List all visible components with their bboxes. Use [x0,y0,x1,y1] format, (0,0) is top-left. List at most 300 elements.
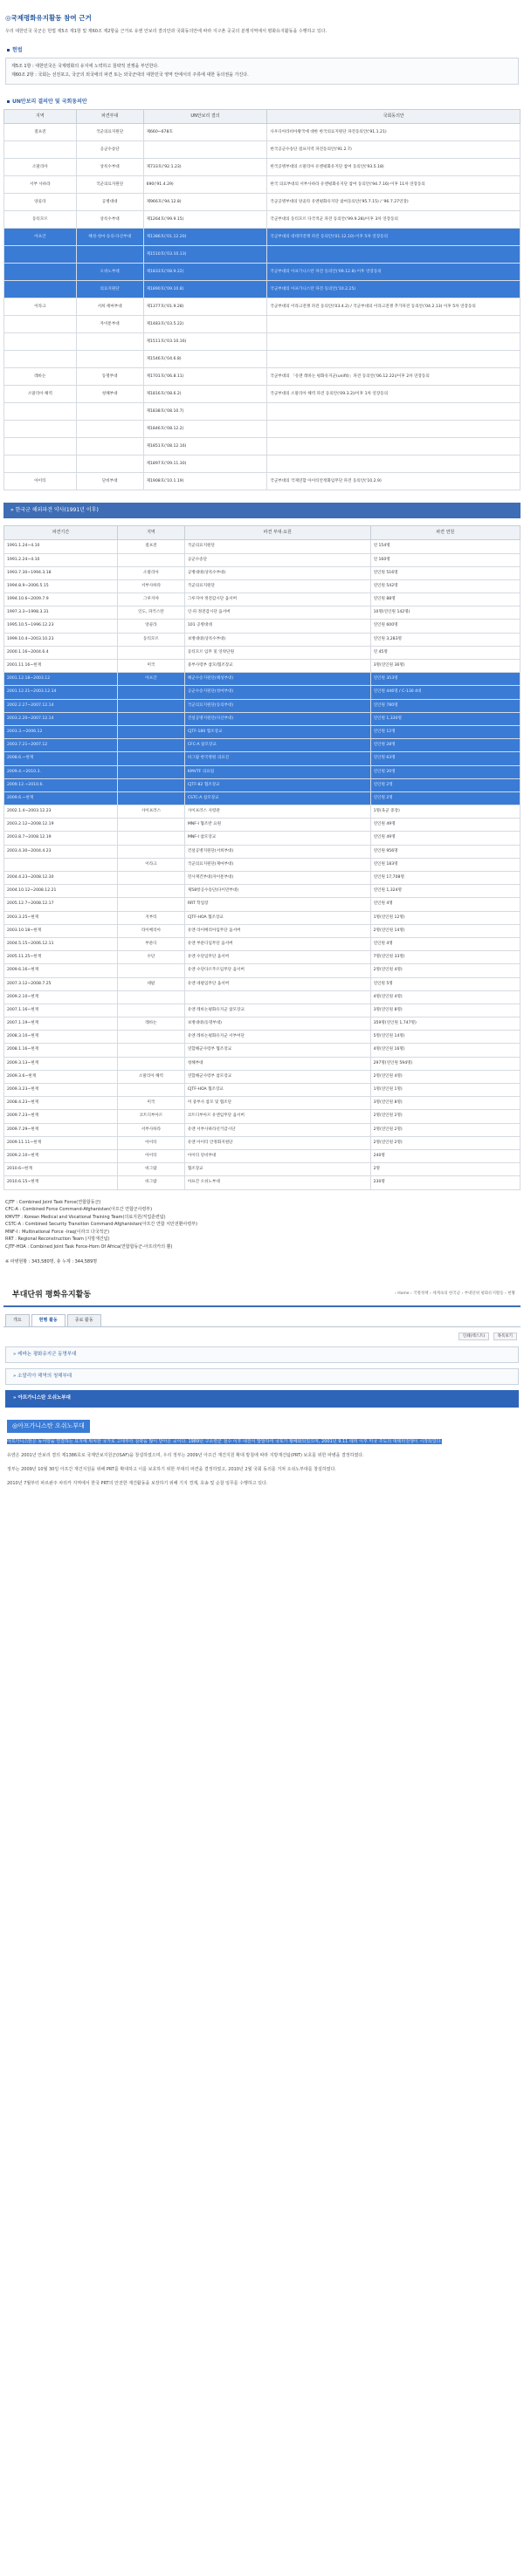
cell-period: 2007.1.16~현재 [4,1004,118,1017]
cell-unit: 청해부대 [184,1057,370,1070]
cell-region: 그루지야 [118,593,185,606]
cell-count: 2명(연인원 2명) [370,1136,520,1149]
col-header: UN안보리 결의 [143,110,267,124]
cell-period: 2007.1.19~현재 [4,1017,118,1031]
cell-unit: 중부사령부 참모/협조장교 [184,660,370,673]
cell-count: 5명(연인원 14명) [370,1031,520,1044]
cell-unit [76,456,143,473]
cell-national-assembly: 국군부대의 소말리아 해역 파견 동의안('09.3.2)/이후 1차 연장동의 [267,386,521,403]
cell-count: 1명(연인원 1명) [370,1084,520,1097]
cell-unit: 협조장교 [184,1163,370,1176]
table-row [4,1031,521,1044]
page [3,0,521,1487]
cell-unit: CJTF-82 협조장교 [184,778,370,791]
cell-region: 레바논 [4,368,77,386]
cell-region [118,725,185,738]
cell-unit [76,421,143,438]
cell-unit: 제58항공수송단(다이만부대) [184,885,370,898]
cell-region [118,832,185,845]
table-row [4,229,521,246]
cell-count: 10명(연인원 142명) [370,606,520,620]
cell-period: 2001.11.16~현재 [4,660,118,673]
cell-period: 2009.3.6~현재 [4,1070,118,1083]
cell-unit: 바그람 한국병원 의료진 [184,752,370,765]
cell-count: 연인원 446명 / C-130 4대 [370,686,520,699]
cell-period: 2009.6.16~현재 [4,964,118,977]
cell-period: 2010.6.15~현재 [4,1176,118,1189]
cell-unit: 상록수부대 [76,211,143,229]
table-row [4,176,521,194]
cell-region [118,646,185,659]
cell-unit: 국군의료지원단 [76,124,143,141]
cell-count: 4명(연인원 16명) [370,1044,520,1057]
cell-region [4,351,77,368]
cell-national-assembly: 국군부대의 동티모르 다국적군 파견 동의안('99.9.28)/이후 3차 연장동의 [267,211,521,229]
cell-count: 2명(연인원 2명) [370,1123,520,1136]
toolbar [3,1327,521,1346]
cell-period: 1991.2.24~4.10 [4,553,118,566]
cell-count: 연인원 600명 [370,620,520,633]
table-row [4,281,521,298]
cell-period: 2000.1.16~2004.6.4 [4,646,118,659]
cell-unit: 국군의료지원단 [184,579,370,593]
cell-unit [76,403,143,421]
accordion-lebanon[interactable]: » 레바논 평화유지군 동명부대 [5,1346,519,1363]
cell-region: 미국 [118,660,185,673]
accordion-afghanistan[interactable]: » 아프가니스탄 오쉬노부대 [5,1390,519,1407]
cell-unit: 연합해군사령부 협조장교 [184,1044,370,1057]
cell-unit: 의료지원단 [76,281,143,298]
cell-region [4,246,77,264]
page-title: ◎국제평화유지활동 참여 근거 [5,14,92,22]
cell-unit: 공군수송지원단(청마부대) [184,686,370,699]
cell-unit: 상록수부대 [76,159,143,176]
list-button[interactable]: 목록보기 [493,1333,517,1340]
cell-region [118,712,185,725]
cell-unit: CJTF-HOA 협조장교 [184,1084,370,1097]
cell-unit: 서희·제마부대 [76,298,143,316]
table-row [4,333,521,351]
cell-count: 7명(연인원 33명) [370,951,520,964]
cell-count: 연인원 88명 [370,593,520,606]
cell-region [4,403,77,421]
note: CFC-A : Combined Force Command-Afghanistan(아프간 연합군사령부) [5,1207,153,1212]
article-paragraph: 아프가니스탄은 동서양을 연결하는 요지에 위치한 국가로 고대부터 침략을 많이 받아온 곳이다. 1989년 구소련군 철수 이후 내전이 발발하여 국토가 황폐화되었으며, 2001년 9.11 테러 이후 미국 주도의 대테러전쟁이 시작되었다. [7,1439,443,1445]
table-row [4,579,521,593]
table-row [4,368,521,386]
cell-region: 지부티 [118,911,185,924]
cell-count: 연인원 3,283명 [370,633,520,646]
table-row [4,951,521,964]
breadcrumb[interactable]: › Home › 국방정책 › 세계속의 한국군 › 부대단위 평화유지활동 › 현황 [394,1291,515,1296]
cell-unit: 유엔 레바논평화유지군 참모장교 [184,1004,370,1017]
history-heading: » 한국군 해외파견 약사(1991년 이후) [3,503,521,518]
cell-unit: 청해부대 [76,386,143,403]
cell-region: 라이베리아 [118,924,185,937]
cell-period: 2004.5.15~2006.12.11 [4,937,118,950]
cell-period: 1994.8.9~2006.5.15 [4,579,118,593]
cell-period: 2009.7.29~현재 [4,1123,118,1136]
cell-region: 걸프전 [118,540,185,553]
cell-region [118,1057,185,1070]
table-row [4,673,521,686]
cell-unit: 국군의료지원단 [184,540,370,553]
cell-period: 2002.2.27~2007.12.14 [4,699,118,712]
cell-unit: 국군의료지원단(동의부대) [184,699,370,712]
cell-region [118,898,185,911]
cell-region: 소말리아 해역 [4,386,77,403]
cell-region [118,819,185,832]
constitution-box [5,58,519,85]
cell-unit: 유엔 수단다르푸르임무단 옵서버 [184,964,370,977]
cell-region [4,421,77,438]
table-row [4,141,521,159]
tab-finished[interactable]: 종료 활동 [67,1314,101,1326]
cell-unit: 연합해군사령부 참모장교 [184,1070,370,1083]
cell-national-assembly: 국군부대의 아프가니스탄 파견 동의안('09.12.8)·이후 연장동의 [267,264,521,281]
cell-count: 연인원 28명 [370,739,520,752]
cell-count: 연인원 780명 [370,699,520,712]
cell-region: 소말리아 [4,159,77,176]
article-heading: ◎아프가니스탄 오쉬노부대 [7,1420,90,1433]
cell-unit: 그루지야 정전감시단 옵서버 [184,593,370,606]
cell-count: 3명(연인원 36명) [370,660,520,673]
cell-region [118,791,185,805]
cell-period: 2003.3.25~현재 [4,911,118,924]
table-row [4,1123,521,1136]
cell-unit: 보병대대(상록수부대) [184,633,370,646]
cell-period: 2007.3.12~2008.7.25 [4,977,118,990]
cell-period: 2001.12.21~2003.12.14 [4,686,118,699]
cell-period [4,858,118,871]
cell-un-resolution: 제1483호('03.5.22) [143,316,267,333]
table-row [4,1136,521,1149]
bullet-icon [7,100,10,103]
cell-count: 230명 [370,1176,520,1189]
cell-period: 2001.12.18~2003.12 [4,673,118,686]
cell-period: 2009.3.13~현재 [4,1057,118,1070]
col-header: 파견부대 [76,110,143,124]
cell-count: 2명(연인원 14명) [370,924,520,937]
cell-unit: 유엔 수단임무단 옵서버 [184,951,370,964]
cell-period: 2003.8.7~2008.12.19 [4,832,118,845]
cell-un-resolution: 제966호('94.12.8) [143,194,267,211]
cell-unit: CJTF-180 협조장교 [184,725,370,738]
table-row [4,633,521,646]
cell-national-assembly: 국군부대의 대테러전쟁 파견 동의안('01.12.10)·이후 5차 연장동의 [267,229,521,246]
cell-count: 연인원 5명 [370,977,520,990]
cell-un-resolution [143,141,267,159]
cell-un-resolution: 690('91.4.29) [143,176,267,194]
cell-region: 아이티 [118,1136,185,1149]
cell-unit: 자이툰부대 [76,316,143,333]
cell-unit: 단비부대 [76,473,143,490]
table-row [4,845,521,858]
cell-un-resolution: 제1908호('10.1.19) [143,473,267,490]
cell-national-assembly: 국군공병부대의 앙골라 유엔평화유지단 참여동의안('95.7.15) / '96.7.27연장) [267,194,521,211]
cell-un-resolution: 제1897호('09.11.30) [143,456,267,473]
cell-national-assembly: 국군부대의 아프가니스탄 파견 동의안('10.2.25) [267,281,521,298]
cell-count: 연인원 49명 [370,832,520,845]
cell-count: 2명(연인원 2명) [370,1110,520,1123]
cell-unit: 건설공병지원단(다산부대) [184,712,370,725]
cell-unit: 공군수송단 [76,141,143,159]
cell-period: 1991.1.24~4.10 [4,540,118,553]
cell-unit: MNF-I 참모장교 [184,832,370,845]
table-row [4,885,521,898]
table-row [4,211,521,229]
cell-period: 2009.6.~현재 [4,791,118,805]
cell-count: 연인원 4명 [370,937,520,950]
cell-unit: 해군수송지원단(해성부대) [184,673,370,686]
table-row [4,438,521,456]
cell-count: 연인원 1,330명 [370,712,520,725]
cell-count: 1명(연인원 12명) [370,911,520,924]
table-row [4,316,521,333]
cell-region: 아이티 [118,1149,185,1162]
table-row [4,421,521,438]
cell-count: 2명(연인원 4명) [370,1070,520,1083]
bullet-icon [7,49,10,51]
cell-period: 2003.3.~2006.12 [4,725,118,738]
table-row [4,194,521,211]
cell-count: 연인원 12명 [370,725,520,738]
cell-national-assembly: 한국공병부대의 소말리아 유엔평화유지단 참여 동의안('93.5.18) [267,159,521,176]
cell-period: 2009.11.11~현재 [4,1136,118,1149]
cell-count: 297명(연인원 594명) [370,1057,520,1070]
cell-region: 미국 [118,1097,185,1110]
cell-period: 2009.12.~2010.6. [4,778,118,791]
cell-national-assembly: 국군부대의 이라크전쟁 파견 동의안('03.4.2) / 국군부대의 이라크전쟁 추가파견 동의안('04.2.13) 이후 5차 연장동의 [267,298,521,316]
cell-unit: MNF-I 협조반 요원 [184,819,370,832]
table-row [4,264,521,281]
table-row [4,473,521,490]
table-row [4,124,521,141]
cell-region: 소말리아 해역 [118,1070,185,1083]
cell-unit: 공병대대 [76,194,143,211]
cell-count: 연인원 1,324명 [370,885,520,898]
cell-period: 1995.10.5~1996.12.23 [4,620,118,633]
cell-period: 2009.2.10~현재 [4,990,118,1004]
note: CJTF-HOA : Combined Joint Task Force-Horn Of Africa(연합합동군-아프리카의 뿔) [5,1243,173,1250]
note: RRT : Regional Reconstruction Team (지방재건팀) [5,1237,110,1242]
cell-period: 2009.4.~2010.3. [4,765,118,778]
cell-region [118,778,185,791]
table-row [4,606,521,620]
cell-region: 동티모르 [118,633,185,646]
table-row [4,351,521,368]
cell-period: 2009.2.10~현재 [4,1149,118,1162]
cell-period: 2003.7.21~2007.12 [4,739,118,752]
col-header: 지역 [4,110,77,124]
cell-count: 2명 [370,1163,520,1176]
cell-period: 2009.3.23~현재 [4,1084,118,1097]
constitution-article-1: 제5조 1항 : 대한민국은 국제평화의 유지에 노력하고 침략적 전쟁을 부인한다. [11,64,159,70]
table-row [4,739,521,752]
cell-un-resolution: 제1546호('04.6.8) [143,351,267,368]
cell-unit: 유엔 아이티 안정화지원단 [184,1136,370,1149]
cell-region [118,845,185,858]
cell-region [118,686,185,699]
cell-region [118,885,185,898]
cell-region [118,765,185,778]
cell-count: 연인원 63명 [370,752,520,765]
constitution-article-2: 제60조 2항 : 국회는 선전포고, 국군의 외국에의 파견 또는 외국군대의 대한민국 영역 안에서의 주류에 대한 동의권을 가진다. [11,72,249,78]
table-row [4,456,521,473]
tab-current[interactable]: 현행 활동 [31,1314,66,1326]
cell-region [4,333,77,351]
cell-unit: 유엔 라이베리아임무단 옵서버 [184,924,370,937]
cell-national-assembly [267,438,521,456]
cell-count: 연인원 956명 [370,845,520,858]
cell-period: 2009.7.23~현재 [4,1110,118,1123]
note: CJTF : Combined Joint Task Force(연합합동군) [5,1199,101,1205]
cell-period: 2002.1.4~2003.12.23 [4,805,118,819]
cell-unit: 유엔 부룬디임무단 옵서버 [184,937,370,950]
cell-unit: 아프간 오쉬노부대 [184,1176,370,1189]
cell-un-resolution: 제1846호('08.12.2) [143,421,267,438]
table-row [4,386,521,403]
cell-national-assembly: 국군부대의 「유엔 레바논 평화유지군(unifil)」파견 동의안('06.12.22)/이후 2차 연장동의 [267,368,521,386]
cell-region [4,456,77,473]
table-row [4,819,521,832]
cell-un-resolution: 제1510호('03.10.13) [143,246,267,264]
cell-count: 연인원 2명 [370,791,520,805]
table-row [4,646,521,659]
table-row [4,977,521,990]
cell-region [4,438,77,456]
cell-unit: 101 공병대대 [184,620,370,633]
article-body [3,1438,521,1487]
table-row [4,778,521,791]
table-row [4,990,521,1004]
table-row [4,660,521,673]
cell-region: 앙골라 [4,194,77,211]
cell-unit: 국군의료지원단 [76,176,143,194]
cell-un-resolution: 제1264호('99.9.15) [143,211,267,229]
cell-region: 바그람 [118,1163,185,1176]
cell-national-assembly [267,351,521,368]
cell-region [118,752,185,765]
table-row [4,566,521,579]
cell-count: 연인원 17,708명 [370,872,520,885]
cell-period: 1997.3.3~1998.3.31 [4,606,118,620]
cell-region: 이라크 [118,858,185,871]
table-row [4,246,521,264]
table-row [4,1097,521,1110]
cell-unit: RRT 학업장 [184,898,370,911]
cell-count: 연인원 183명 [370,858,520,871]
history-table [3,525,521,1189]
cell-national-assembly: 국군부대의 국제연합 아이티안정화임무단 파견 동의안('10.2.9) [267,473,521,490]
cell-unit: 동티모르 임무 및 연락단원 [184,646,370,659]
total-count: ※ 파병현황 : 343,580명, 총 누계 : 344,589명 [5,1259,98,1264]
table-row [4,791,521,805]
table-row [4,1004,521,1017]
cell-unit: KMVTF 의료팀 [184,765,370,778]
table-row [4,1176,521,1189]
cell-region [118,553,185,566]
cell-region: 사이프러스 [118,805,185,819]
cell-un-resolution: 제1386호('01.12.20) [143,229,267,246]
cell-unit: 오쉬노부대 [76,264,143,281]
cell-un-resolution: 제1833호('08.9.22) [143,264,267,281]
cell-period: 2008.1.16~현재 [4,1044,118,1057]
cell-un-resolution: 제1838호('08.10.7) [143,403,267,421]
table-row [4,1057,521,1070]
cell-period: 2010.6~현재 [4,1163,118,1176]
cell-region [118,872,185,885]
table-row [4,752,521,765]
table-row [4,911,521,924]
cell-count: 연인원 353명 [370,673,520,686]
cell-region: 수단 [118,951,185,964]
cell-period: 2005.11.25~현재 [4,951,118,964]
table-row [4,298,521,316]
cell-region: 이라크 [4,298,77,316]
table-row [4,686,521,699]
cell-national-assembly [267,246,521,264]
article-paragraph: 정부는 2009년 10월 30일 아프간 재건지원을 위해 PRT를 확대하고 이를 보호하기 위한 부대의 파견을 결정하였고, 2010년 2월 국회 동의를 거쳐 오쉬노부대를 창설하였다. [7,1466,336,1472]
cell-period: 2003.2.12~2008.12.19 [4,819,118,832]
cell-region: 코트디부아르 [118,1110,185,1123]
table-row [4,1070,521,1083]
cell-national-assembly [267,456,521,473]
accordion-somalia[interactable]: » 소말리아 해역의 청해부대 [5,1368,519,1385]
cell-unit: 해성·청마·동의·다산부대 [76,229,143,246]
table-row [4,1084,521,1097]
cell-national-assembly [267,316,521,333]
cell-period: 1999.10.4~2003.10.23 [4,633,118,646]
cell-region [4,281,77,298]
table-row [4,699,521,712]
cell-region: 인도, 파키스탄 [118,606,185,620]
cell-unit: 보병대대(동명부대) [184,1017,370,1031]
print-button[interactable]: 인쇄(텍스트) [458,1333,489,1340]
table-row [4,553,521,566]
cell-region: 서부사하라 [118,579,185,593]
table-row [4,540,521,553]
cell-region [4,316,77,333]
table-row [4,1044,521,1057]
cell-region [118,1044,185,1057]
cell-count: 연인원 2명 [370,778,520,791]
cell-unit: CFC-A 참모장교 [184,739,370,752]
cell-region [4,264,77,281]
cell-count: 연인원 20명 [370,765,520,778]
cell-region: 네팔 [118,977,185,990]
col-header: 파견 부대·요원 [184,526,370,540]
cell-un-resolution: 제1511호('03.10.16) [143,333,267,351]
note: CSTC-A : Combined Security Transition Command-Afghanistan(아프간 연합 치안전환사령부) [5,1222,197,1227]
cell-period: 1994.10.6~2009.7.9 [4,593,118,606]
cell-un-resolution: 제1377호('01.9.28) [143,298,267,316]
cell-unit [76,246,143,264]
article-paragraph: 유엔은 2001년 안보리 결의 제1386호로 국제안보지원군(ISAF)을 창설하였으며, 우리 정부는 2009년 아프간 재건지원 확대 방침에 따라 지방재건팀(PRT) 보호를 위한 파병을 결정하였다. [7,1453,364,1459]
cell-region [118,964,185,977]
cell-unit: 건설공병지원단(서희부대) [184,845,370,858]
cell-unit: CSTC-A 참모장교 [184,791,370,805]
tab-overview[interactable]: 개요 [5,1314,30,1326]
table-row [4,1149,521,1162]
cell-period: 1993.7.30~1994.3.18 [4,566,118,579]
article-paragraph: 2010년 7월부터 파르완주 차리카 지역에서 한국 PRT의 안전한 재건활동을 보장하기 위해 기지 경계, 호송 및 순찰 임무를 수행하고 있다. [7,1480,268,1486]
cell-national-assembly [267,333,521,351]
cell-period: 2003.2.20~2007.12.14 [4,712,118,725]
cell-region [4,141,77,159]
cell-unit: 공병대대(상록수부대) [184,566,370,579]
table-row [4,593,521,606]
